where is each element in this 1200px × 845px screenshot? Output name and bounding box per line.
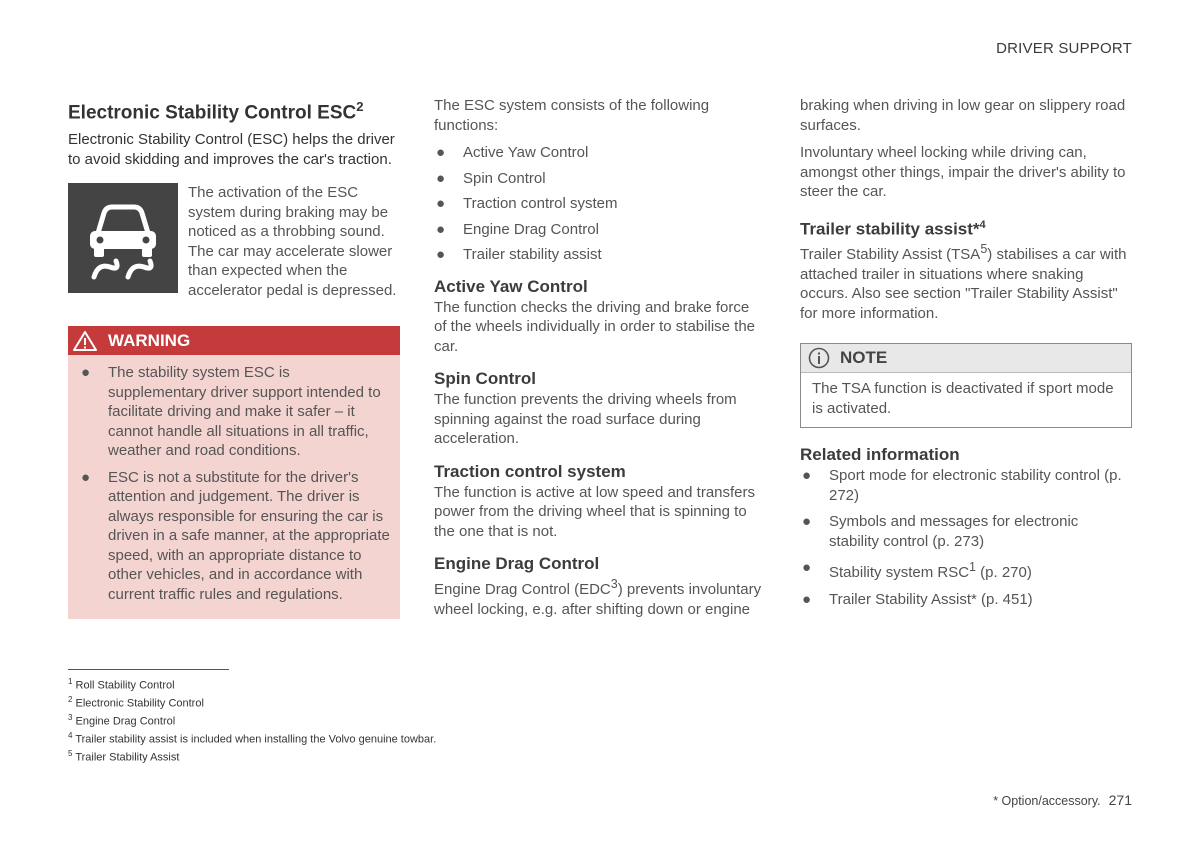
section-active-yaw <box>434 276 764 357</box>
bullet-icon: ● <box>81 364 91 382</box>
skid-car-icon <box>68 183 178 293</box>
footnote-divider <box>68 669 229 670</box>
list-item: ● Traction control system <box>436 195 618 212</box>
footnote: $^5$ Trailer Stability Assist <box>68 748 180 764</box>
page-footer <box>993 792 1132 808</box>
list-item: ● ESC is not a substitute for the driver's attention and judgement. The driver is always responsible for ensuring the car is driven in a safe manner, at the appropriate speed, with an appropriate distance to other vehicles, and in accordance with current traffic rules and regulations. <box>81 468 390 603</box>
related-link[interactable]: ● Sport mode for electronic stability control (p. 272) <box>802 467 1122 504</box>
related-list <box>800 466 1132 609</box>
continued-text: braking when driving in low gear on slippery road surfaces. <box>800 97 1126 134</box>
warning-label: WARNING <box>108 331 191 351</box>
note-header <box>801 344 1131 373</box>
note-box <box>800 343 1132 428</box>
section-heading: Active Yaw Control <box>434 276 588 296</box>
section-traction-control <box>434 461 764 542</box>
functions-list <box>434 143 764 265</box>
section-text: The function prevents the driving wheels from spinning against the road surface during acceleration. <box>434 391 737 447</box>
section-heading: Spin Control <box>434 369 536 388</box>
activation-text: The activation of the ESC system during braking may be noticed as a throbbing sound. The car may accelerate slower than expected when the accelerator pedal is depressed. <box>188 184 397 299</box>
footnote-ref[interactable]: 3 <box>610 577 618 591</box>
section-spin-control <box>434 368 764 449</box>
section-heading: Trailer stability assist*$^4$ <box>800 218 986 239</box>
bullet-icon: ● <box>802 590 812 608</box>
section-text: Trailer Stability Assist (TSA$^5$) stabilises a car with attached trailer in situations where snaking occurs. Also see section "Trailer Stability Assist" for more information. <box>800 242 1127 322</box>
column-trailer-related <box>800 96 1132 616</box>
section-trailer-stability <box>800 214 1132 324</box>
column-esc-intro <box>68 94 400 619</box>
related-link[interactable]: ● Stability system RSC$^1$ (p. 270) <box>802 559 1032 582</box>
bullet-icon: ● <box>436 144 446 161</box>
column-esc-functions <box>434 96 764 619</box>
note-label: NOTE <box>840 348 888 368</box>
bullet-icon: ● <box>802 559 812 577</box>
section-engine-drag <box>434 553 764 619</box>
list-item: ● Active Yaw Control <box>436 144 589 161</box>
warning-triangle-icon <box>72 330 98 352</box>
page-title: Electronic Stability Control ESC$^2$ <box>68 99 364 124</box>
footnote: $^4$ Trailer stability assist is included when installing the Volvo genuine towbar. <box>68 730 437 746</box>
bullet-icon: ● <box>436 220 446 238</box>
consists-text: The ESC system consists of the following functions: <box>434 97 710 134</box>
list-item: ● The stability system ESC is supplementary driver support intended to facilitate driving and make it safer – it cannot handle all situations in all traffic, weather and road conditions. <box>81 364 381 460</box>
footnote-ref[interactable]: 4 <box>979 218 986 231</box>
footnote-ref[interactable]: 2 <box>356 99 364 114</box>
list-item: ● Spin Control <box>436 169 546 187</box>
footnote-ref[interactable]: 5 <box>980 242 988 257</box>
warning-box <box>68 326 400 619</box>
bullet-icon: ● <box>81 468 91 486</box>
section-heading: Related information <box>800 445 960 465</box>
involuntary-text: Involuntary wheel locking while driving can, amongst other things, impair the driver's ability to steer the car. <box>800 144 1126 200</box>
bullet-icon: ● <box>436 169 446 187</box>
page-number: 271 <box>1108 792 1132 808</box>
bullet-icon: ● <box>802 513 812 531</box>
list-item: ● Trailer stability assist <box>436 246 602 263</box>
info-icon <box>808 347 830 369</box>
section-text: Engine Drag Control (EDC$^3$) prevents involuntary wheel locking, e.g. after shifting down or engine <box>434 577 762 618</box>
footnote: $^1$ Roll Stability Control <box>68 677 175 692</box>
bullet-icon: ● <box>436 195 446 212</box>
list-item: ● Engine Drag Control <box>436 220 599 238</box>
footnotes <box>68 675 436 765</box>
section-text: The function is active at low speed and transfers power from the driving wheel that is spinning to the one that is not. <box>434 483 756 540</box>
note-text: The TSA function is deactivated if sport mode is activated. <box>812 380 1114 417</box>
related-link[interactable]: ● Symbols and messages for electronic stability control (p. 273) <box>802 513 1079 550</box>
bullet-icon: ● <box>436 246 446 263</box>
intro-text: Electronic Stability Control (ESC) helps the driver to avoid skidding and improves the car's traction. <box>68 131 395 168</box>
warning-header <box>68 326 400 355</box>
section-header: DRIVER SUPPORT <box>996 40 1132 57</box>
footnote: $^2$ Electronic Stability Control <box>68 694 204 710</box>
section-text: The function checks the driving and brake force of the wheels individually in order to stabilise the car. <box>434 298 756 355</box>
section-heading: Traction control system <box>434 461 626 481</box>
footnote: $^3$ Engine Drag Control <box>68 712 176 728</box>
bullet-icon: ● <box>802 467 812 485</box>
option-accessory-note: * Option/accessory. <box>993 794 1101 808</box>
esc-activation-block <box>68 183 400 300</box>
section-heading: Engine Drag Control <box>434 554 600 573</box>
warning-list <box>68 355 400 619</box>
related-link[interactable]: ● Trailer Stability Assist* (p. 451) <box>802 590 1033 608</box>
section-related-information <box>800 444 1132 609</box>
